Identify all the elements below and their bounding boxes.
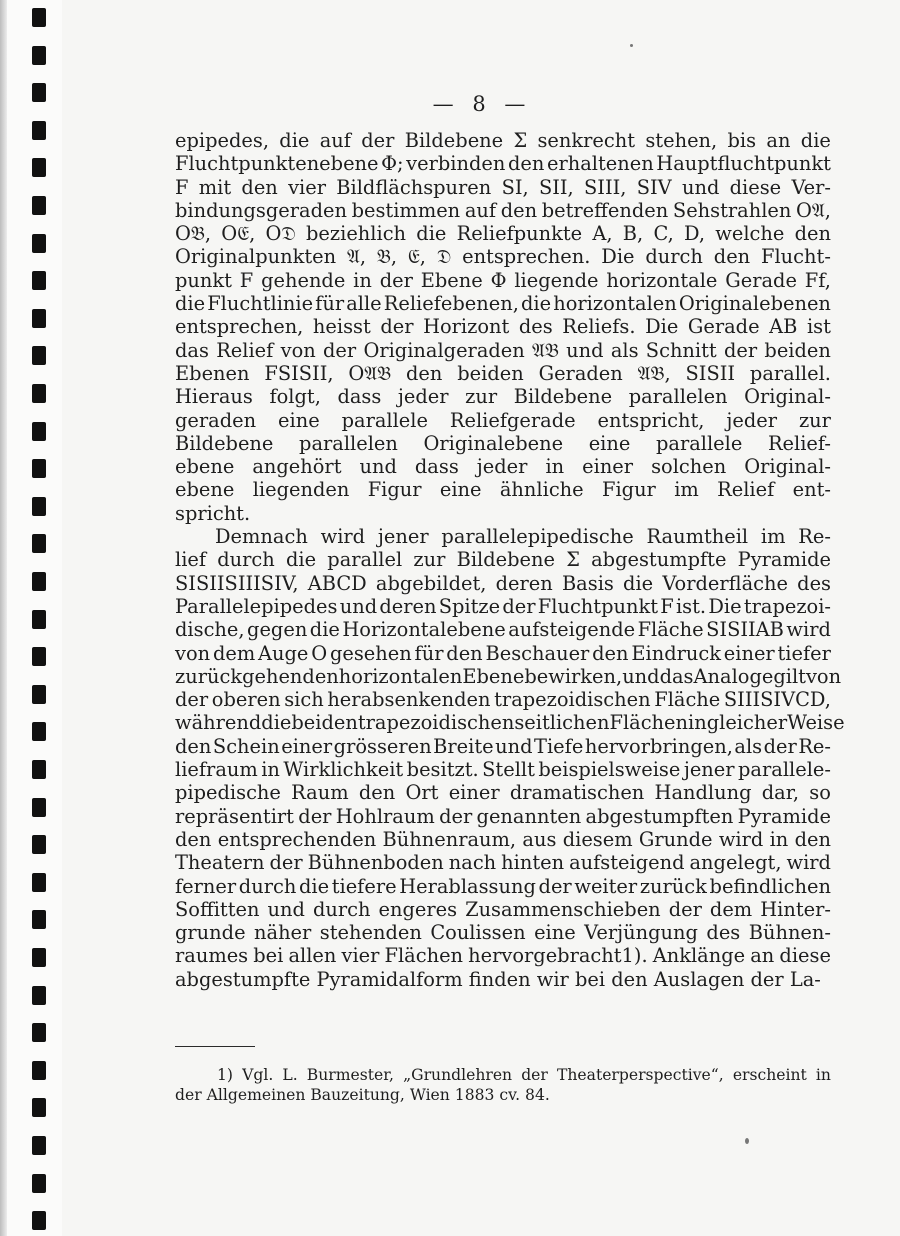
binding-hole — [32, 46, 46, 65]
text-line: abgestumpfte Pyramidalform finden wir bei den Auslagen der La- — [175, 967, 821, 991]
text-line: dische, gegen die Horizontalebene aufsteigende Fläche SISIIAB wird — [175, 618, 831, 642]
text-line: pipedische Raum den Ort einer dramatischen Handlung dar, so — [175, 781, 831, 805]
text-line: Ebenen FSISII, O𝔄𝔅 den beiden Geraden 𝔄𝔅, SISII parallel. — [175, 361, 831, 385]
binding-hole — [32, 1211, 46, 1230]
paper-speck — [745, 1138, 749, 1144]
text-line: F mit den vier Bildflächspuren SI, SII, SIII, SIV und diese Ver- — [175, 175, 831, 199]
binding-hole — [32, 422, 46, 441]
text-line: ebene liegenden Figur eine ähnliche Figur im Relief ent- — [175, 478, 831, 502]
text-line: Demnach wird jener parallelepipedische Raumtheil im Re- — [215, 525, 831, 549]
binding-hole — [32, 647, 46, 666]
binding-hole — [32, 384, 46, 403]
text-line: Bildebene parallelen Originalebene eine parallele Relief- — [175, 431, 831, 455]
text-line: repräsentirt der Hohlraum der genannten abgestumpften Pyramide — [175, 804, 831, 828]
text-line: den Schein einer grösseren Breite und Tiefe hervorbringen, als der Re- — [175, 734, 831, 758]
binding-hole — [32, 234, 46, 253]
text-line: Theatern der Bühnenboden nach hinten aufsteigend angelegt, wird — [175, 851, 831, 875]
binding-hole — [32, 910, 46, 929]
binding-hole — [32, 497, 46, 516]
text-line: raumes bei allen vier Flächen hervorgebracht1). Anklänge an diese — [175, 944, 831, 968]
binding-hole — [32, 1174, 46, 1193]
binding-hole — [32, 309, 46, 328]
binding-hole — [32, 1098, 46, 1117]
footnote-rule — [175, 1046, 255, 1047]
text-line: bindungsgeraden bestimmen auf den betreffenden Sehstrahlen O𝔄, — [175, 198, 831, 222]
text-line: die Fluchtlinie für alle Reliefebenen, die horizontalen Originalebenen — [175, 292, 831, 316]
text-line: liefraum in Wirklichkeit besitzt. Stellt beispielsweise jener parallele- — [175, 758, 831, 782]
text-line: Soffitten und durch engeres Zusammenschieben der dem Hinter- — [175, 897, 831, 921]
text-line: geraden eine parallele Reliefgerade entspricht, jeder zur — [175, 408, 831, 432]
binding-hole — [32, 986, 46, 1005]
paper-speck — [630, 44, 633, 47]
text-line: SISIISIIISIV, ABCD abgebildet, deren Basis die Vorderfläche des — [175, 571, 831, 595]
footnote-line: der Allgemeinen Bauzeitung, Wien 1883 cv. 84. — [175, 1086, 550, 1104]
binding-hole — [32, 121, 46, 140]
text-line: Hieraus folgt, dass jeder zur Bildebene parallelen Original- — [175, 385, 831, 409]
binding-hole — [32, 572, 46, 591]
text-line: lief durch die parallel zur Bildebene Σ abgestumpfte Pyramide — [175, 548, 831, 572]
binding-hole — [32, 685, 46, 704]
binding-hole — [32, 158, 46, 177]
binding-hole — [32, 196, 46, 215]
body-text — [175, 129, 845, 991]
footnote-line: 1) Vgl. L. Burmester, „Grundlehren der Theaterperspective“, erscheint in — [217, 1066, 831, 1084]
text-line: grunde näher stehenden Coulissen eine Verjüngung des Bühnen- — [175, 921, 831, 945]
text-line: Fluchtpunktenebene Φ; verbinden den erhaltenen Hauptfluchtpunkt — [175, 152, 831, 176]
footnote — [175, 1065, 831, 1105]
paragraph-1 — [175, 129, 831, 525]
binding-hole — [32, 610, 46, 629]
binding-hole — [32, 873, 46, 892]
binding-hole — [32, 1023, 46, 1042]
binding-hole — [32, 948, 46, 967]
text-line: spricht. — [175, 501, 251, 525]
binding-hole — [32, 1061, 46, 1080]
page-number: — 8 — — [432, 92, 532, 116]
page-edge-shadow — [0, 0, 7, 1236]
book-page — [64, 0, 900, 1236]
binding-hole — [32, 722, 46, 741]
spiral-binding — [0, 0, 62, 1236]
binding-hole — [32, 83, 46, 102]
binding-hole — [32, 346, 46, 365]
binding-hole — [32, 534, 46, 553]
text-line: epipedes, die auf der Bildebene Σ senkrecht stehen, bis an die — [175, 129, 831, 152]
text-line: ferner durch die tiefere Herablassung der weiter zurück befindlichen — [175, 874, 831, 898]
text-line: das Relief von der Originalgeraden 𝔄𝔅 und als Schnitt der beiden — [175, 338, 831, 362]
text-line: Parallelepipedes und deren Spitze der Fluchtpunkt F ist. Die trapezoi- — [175, 594, 831, 618]
text-line: den entsprechenden Bühnenraum, aus diesem Grunde wird in den — [175, 827, 831, 851]
text-line: entsprechen, heisst der Horizont des Reliefs. Die Gerade AB ist — [175, 315, 831, 339]
binding-hole — [32, 835, 46, 854]
binding-hole — [32, 271, 46, 290]
text-line: O𝔅, O𝔈, O𝔇 beziehlich die Reliefpunkte A, B, C, D, welche den — [175, 222, 831, 246]
text-line: ebene angehört und dass jeder in einer solchen Original- — [175, 455, 831, 479]
paragraph-2 — [175, 525, 845, 991]
text-line: während die beiden trapezoidischen seitlichen Flächen in gleicher Weise — [175, 711, 845, 735]
binding-hole — [32, 1136, 46, 1155]
binding-hole — [32, 760, 46, 779]
binding-hole — [32, 8, 46, 27]
text-line: der oberen sich herabsenkenden trapezoidischen Fläche SIIISIVCD, — [175, 688, 831, 712]
binding-hole — [32, 459, 46, 478]
text-line: von dem Auge O gesehen für den Beschauer den Eindruck einer tiefer — [175, 641, 831, 665]
text-line: punkt F gehende in der Ebene Φ liegende horizontale Gerade Ff, — [175, 268, 831, 292]
text-line: Originalpunkten 𝔄, 𝔅, 𝔈, 𝔇 entsprechen. Die durch den Flucht- — [175, 245, 831, 269]
text-line: zurückgehenden horizontalen Ebene bewirken, und das Analoge gilt von — [175, 664, 842, 688]
binding-hole — [32, 798, 46, 817]
